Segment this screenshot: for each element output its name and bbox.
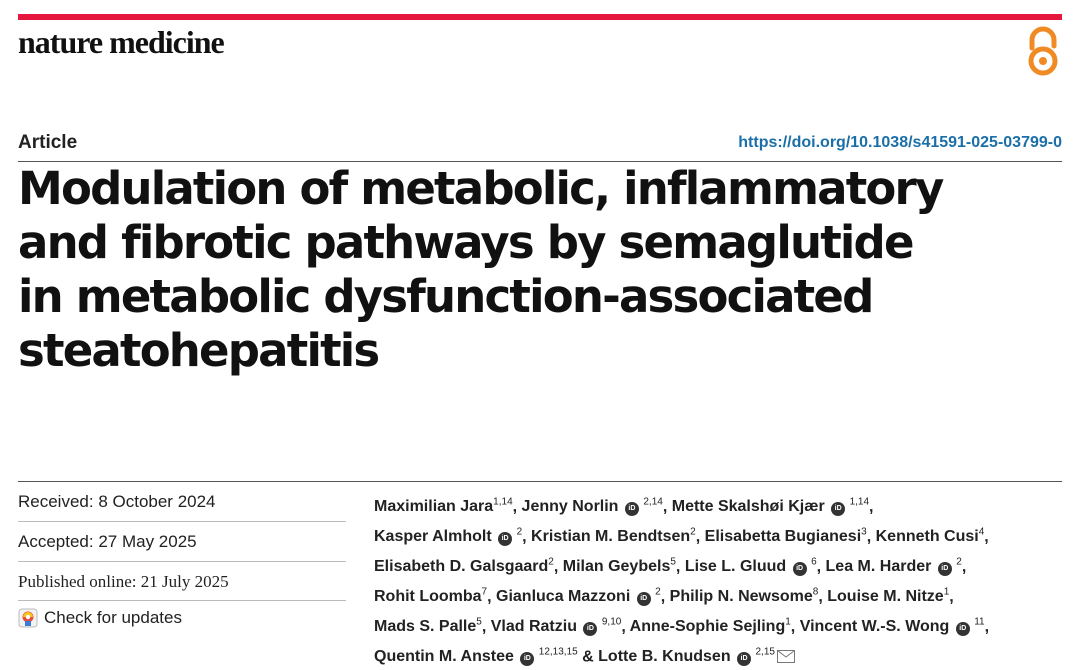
author-name[interactable]: Gianluca Mazzoni iD $^2$ (496, 587, 661, 606)
affiliation-superscript: 9,10 (601, 617, 622, 629)
author-line: Quentin M. Anstee iD $^{12,13,15}$ & Lotte B. Knudsen iD $^{2,15}$ (374, 640, 1064, 670)
meta-divider (18, 521, 346, 522)
affiliation-superscript: 8 (812, 587, 819, 599)
affiliation-superscript: 2 (548, 557, 554, 569)
author-name[interactable]: Lise L. Gluud iD $^6$ (684, 557, 817, 576)
author-name[interactable]: Kristian M. Bendtsen$^2$ (531, 527, 696, 546)
title-line: steatohepatitis (18, 324, 379, 377)
orcid-icon[interactable]: iD (793, 562, 807, 576)
affiliation-superscript: 2,15 (755, 647, 775, 659)
author-name[interactable]: Lea M. Harder iD $^2$ (825, 557, 962, 576)
orcid-icon[interactable]: iD (831, 502, 845, 516)
orcid-icon[interactable]: iD (938, 562, 952, 576)
title-line: in metabolic dysfunction-associated (18, 270, 873, 323)
affiliation-superscript: 2,14 (643, 497, 663, 508)
author-name[interactable]: Elisabetta Bugianesi$^3$ (704, 527, 867, 546)
affiliation-superscript: 1 (943, 587, 950, 599)
published-date: Published online: 21 July 2025 (18, 572, 229, 591)
author-list (374, 490, 1064, 670)
orcid-icon[interactable]: iD (956, 622, 970, 636)
author-name[interactable]: Philip N. Newsome$^8$ (669, 587, 819, 606)
affiliation-superscript: 5 (670, 557, 676, 569)
header-red-rule (18, 14, 1062, 20)
open-access-icon (1022, 26, 1064, 78)
affiliation-superscript: 5 (476, 617, 482, 629)
orcid-icon[interactable]: iD (637, 592, 651, 606)
author-line: Elisabeth D. Galsgaard$^2$, Milan Geybels$^5$, Lise L. Gluud iD $^6$, Lea M. Harder iD $^2$, (374, 557, 967, 576)
orcid-icon[interactable]: iD (498, 532, 512, 546)
affiliation-superscript: 12,13,15 (538, 647, 578, 659)
check-for-updates-label: Check for updates (44, 608, 182, 627)
affiliation-superscript: 2 (956, 557, 962, 569)
affiliation-superscript: 1,14 (493, 497, 513, 508)
meta-divider (18, 600, 346, 601)
author-name[interactable]: Mette Skalshøi Kjær iD $^{1,14}$ (671, 497, 870, 516)
affiliation-superscript: 11 (974, 617, 985, 629)
affiliation-superscript: 2 (655, 587, 661, 599)
author-name[interactable]: Louise M. Nitze$^1$ (827, 587, 950, 606)
orcid-icon[interactable]: iD (625, 502, 639, 516)
title-line: Modulation of metabolic, inflammatory (18, 162, 943, 215)
author-name[interactable]: Kenneth Cusi$^4$ (875, 527, 985, 546)
affiliation-superscript: 3 (861, 527, 867, 539)
email-icon[interactable] (777, 650, 795, 663)
author-line: Kasper Almholt iD $^2$, Kristian M. Bendtsen$^2$, Elisabetta Bugianesi$^3$, Kenneth Cusi$^4$, (374, 527, 989, 546)
accepted-date: Accepted: 27 May 2025 (18, 532, 197, 551)
author-name[interactable]: Milan Geybels$^5$ (562, 557, 676, 576)
affiliation-superscript: 6 (811, 557, 817, 569)
author-name[interactable]: Jenny Norlin iD $^{2,14}$ (521, 497, 663, 516)
author-name[interactable]: Vincent W.-S. Wong iD $^{11}$ (799, 617, 985, 636)
author-name[interactable]: Lotte B. Knudsen iD $^{2,15}$ (598, 647, 775, 666)
author-line: Rohit Loomba$^7$, Gianluca Mazzoni iD $^2$, Philip N. Newsome$^8$, Louise M. Nitze$^1$, (374, 587, 954, 606)
author-name[interactable]: Kasper Almholt iD $^2$ (374, 527, 523, 546)
affiliation-superscript: 4 (978, 527, 985, 539)
affiliation-superscript: 1 (785, 617, 791, 629)
affiliation-superscript: 2 (690, 527, 696, 539)
affiliation-superscript: 1,14 (849, 497, 870, 508)
crossmark-icon (18, 608, 38, 628)
title-divider (18, 481, 1062, 482)
title-line: and fibrotic pathways by semaglutide (18, 216, 913, 269)
journal-name[interactable]: nature medicine (18, 24, 224, 60)
author-name[interactable]: Mads S. Palle$^5$ (374, 617, 482, 636)
affiliation-superscript: 2 (516, 527, 523, 539)
author-name[interactable]: Anne-Sophie Sejling$^1$ (629, 617, 791, 636)
orcid-icon[interactable]: iD (583, 622, 597, 636)
meta-divider (18, 561, 346, 562)
author-name[interactable]: Elisabeth D. Galsgaard$^2$ (374, 557, 554, 576)
received-date: Received: 8 October 2024 (18, 492, 216, 511)
author-line: Maximilian Jara$^{1,14}$, Jenny Norlin iD $^{2,14}$, Mette Skalshøi Kjær iD $^{1,14}$, (374, 497, 874, 516)
article-type-label: Article (18, 132, 78, 153)
author-name[interactable]: Maximilian Jara$^{1,14}$ (374, 497, 513, 516)
doi-link[interactable]: https://doi.org/10.1038/s41591-025-03799-0 (738, 134, 1062, 151)
author-name[interactable]: Rohit Loomba$^7$ (374, 587, 488, 606)
orcid-icon[interactable]: iD (520, 652, 534, 666)
affiliation-superscript: 7 (481, 587, 488, 599)
check-for-updates-button[interactable] (18, 608, 182, 628)
author-line: Mads S. Palle$^5$, Vlad Ratziu iD $^{9,10}$, Anne-Sophie Sejling$^1$, Vincent W.-S. Wong iD $^{11}$, (374, 617, 990, 636)
author-name[interactable]: Vlad Ratziu iD $^{9,10}$ (490, 617, 622, 636)
orcid-icon[interactable]: iD (737, 652, 751, 666)
article-title (18, 162, 1058, 378)
author-name[interactable]: Quentin M. Anstee iD $^{12,13,15}$ (374, 647, 578, 666)
